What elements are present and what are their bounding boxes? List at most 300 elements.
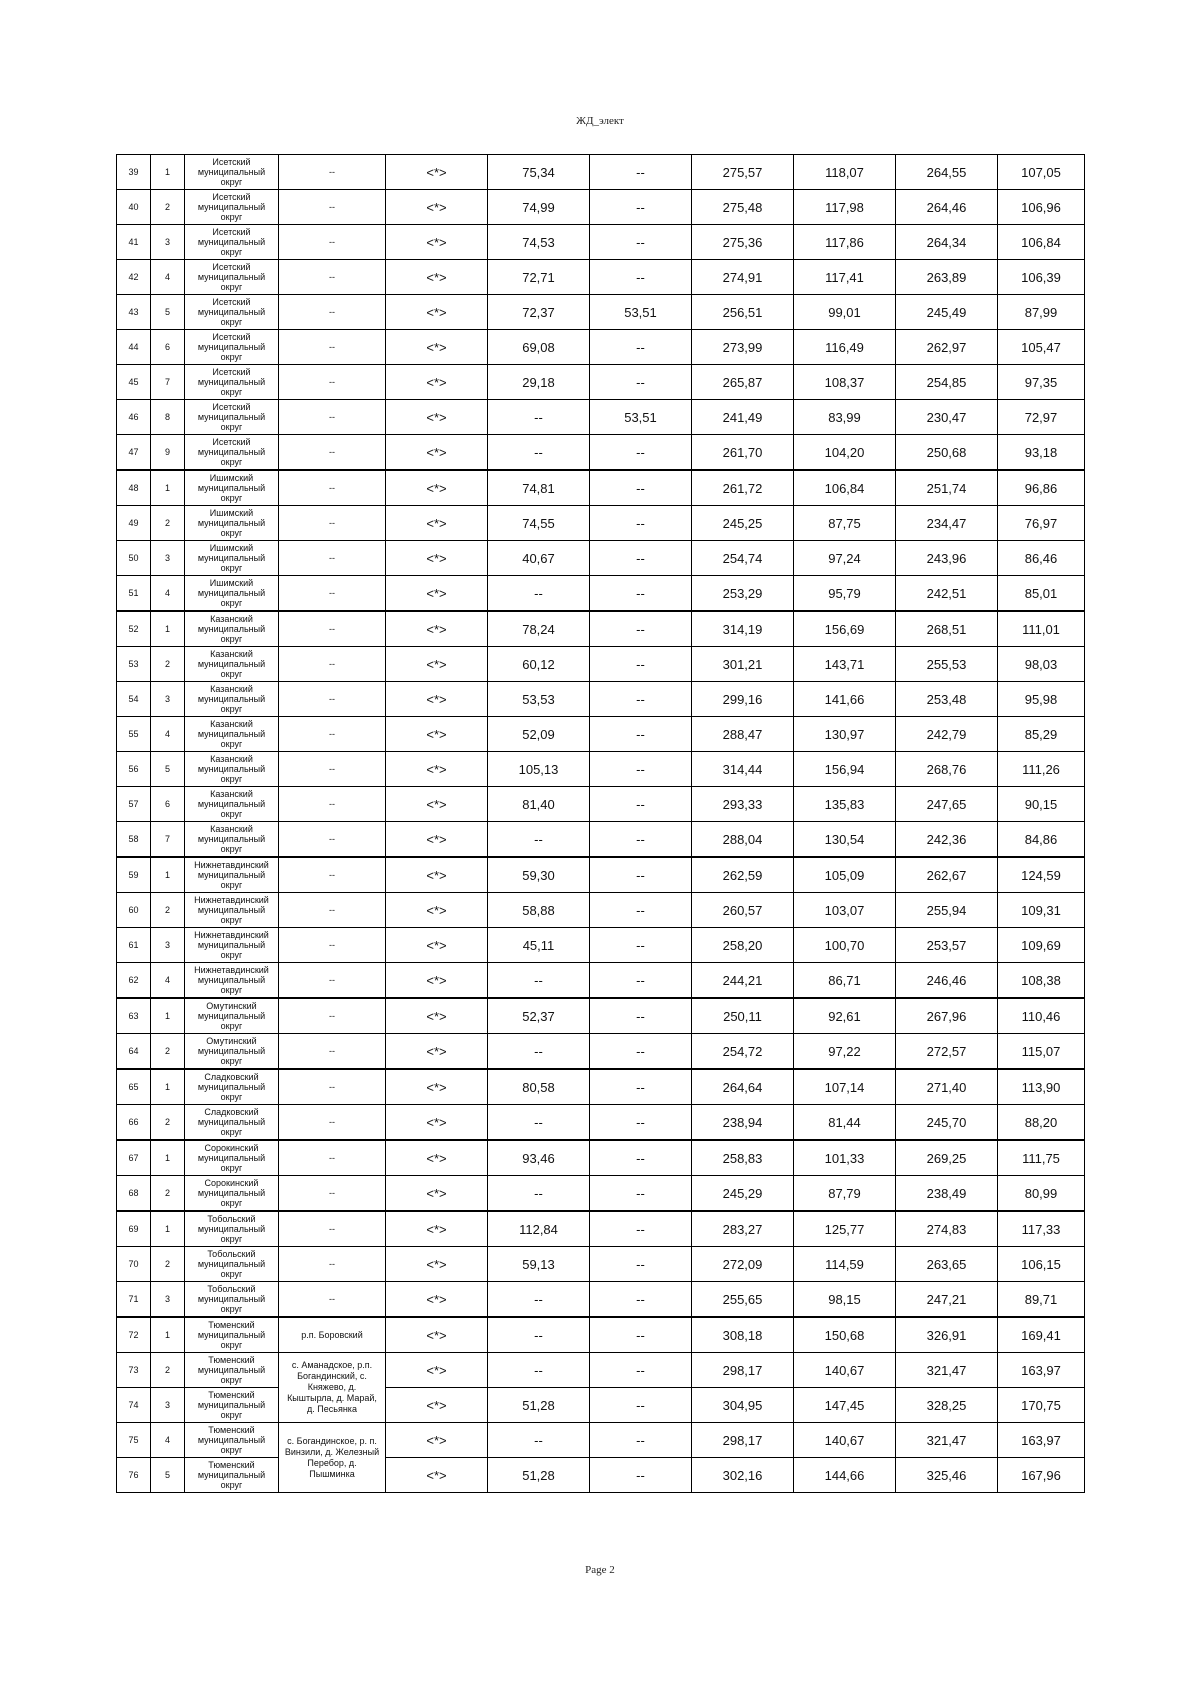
row-index: 41 — [117, 225, 151, 260]
row-number: 2 — [151, 190, 185, 225]
district-cell — [185, 1176, 279, 1212]
value-cell-v1: -- — [488, 1317, 590, 1353]
value-cell-v3: 250,11 — [692, 998, 794, 1034]
value-cell-v3: 314,44 — [692, 752, 794, 787]
note-mark-cell: <*> — [386, 541, 488, 576]
row-number: 3 — [151, 682, 185, 717]
value-cell-v5: 264,55 — [896, 155, 998, 190]
value-cell-v3: 256,51 — [692, 295, 794, 330]
value-cell-v1: 60,12 — [488, 647, 590, 682]
value-cell-v4: 104,20 — [794, 435, 896, 471]
district-line: Тюменский — [208, 1390, 255, 1400]
note-mark-cell: <*> — [386, 998, 488, 1034]
page-footer: Page 2 — [585, 1564, 615, 1576]
note-mark-cell: <*> — [386, 857, 488, 893]
district-cell — [185, 1247, 279, 1282]
value-cell-v3: 264,64 — [692, 1069, 794, 1105]
value-cell-v6: 124,59 — [998, 857, 1085, 893]
district-line: округ — [220, 704, 243, 714]
value-cell-v3: 260,57 — [692, 893, 794, 928]
value-cell-v6: 170,75 — [998, 1388, 1085, 1423]
row-index: 63 — [117, 998, 151, 1034]
row-index: 65 — [117, 1069, 151, 1105]
value-cell-v2: -- — [590, 365, 692, 400]
value-cell-v3: 245,25 — [692, 506, 794, 541]
value-cell-v1: 81,40 — [488, 787, 590, 822]
value-cell-v4: 106,84 — [794, 470, 896, 506]
location-cell: -- — [279, 1069, 386, 1105]
table-row — [117, 225, 1085, 260]
row-index: 73 — [117, 1353, 151, 1388]
district-line: муниципальный — [197, 1224, 266, 1234]
district-line: округ — [220, 1445, 243, 1455]
value-cell-v1: -- — [488, 963, 590, 999]
value-cell-v1: -- — [488, 1353, 590, 1388]
district-cell — [185, 1069, 279, 1105]
value-cell-v5: 254,85 — [896, 365, 998, 400]
value-cell-v4: 130,54 — [794, 822, 896, 858]
page-header: ЖД_элект — [576, 115, 624, 127]
value-cell-v1: -- — [488, 822, 590, 858]
value-cell-v6: 72,97 — [998, 400, 1085, 435]
value-cell-v1: 74,55 — [488, 506, 590, 541]
value-cell-v2: -- — [590, 435, 692, 471]
location-cell: -- — [279, 470, 386, 506]
note-mark-cell: <*> — [386, 190, 488, 225]
value-cell-v1: 78,24 — [488, 611, 590, 647]
value-cell-v4: 97,24 — [794, 541, 896, 576]
district-cell — [185, 893, 279, 928]
table-row — [117, 787, 1085, 822]
district-line: округ — [220, 1021, 243, 1031]
district-line: Исетский — [212, 297, 251, 307]
district-cell — [185, 260, 279, 295]
note-mark-cell: <*> — [386, 576, 488, 612]
value-cell-v3: 254,72 — [692, 1034, 794, 1070]
row-index: 59 — [117, 857, 151, 893]
table-row — [117, 1034, 1085, 1070]
location-cell: -- — [279, 752, 386, 787]
row-number: 1 — [151, 857, 185, 893]
table-row — [117, 893, 1085, 928]
value-cell-v5: 242,51 — [896, 576, 998, 612]
value-cell-v4: 81,44 — [794, 1105, 896, 1141]
value-cell-v1: -- — [488, 1282, 590, 1318]
row-index: 52 — [117, 611, 151, 647]
row-number: 2 — [151, 1034, 185, 1070]
settlement-line: с. Аманадское, р.п. — [291, 1360, 373, 1370]
district-line: муниципальный — [197, 870, 266, 880]
value-cell-v6: 167,96 — [998, 1458, 1085, 1493]
row-number: 2 — [151, 1353, 185, 1388]
value-cell-v3: 301,21 — [692, 647, 794, 682]
note-mark-cell: <*> — [386, 435, 488, 471]
district-line: Казанский — [210, 789, 253, 799]
district-line: Нижнетавдинский — [194, 895, 269, 905]
row-number: 4 — [151, 576, 185, 612]
value-cell-v1: 69,08 — [488, 330, 590, 365]
district-line: округ — [220, 1410, 243, 1420]
district-line: округ — [220, 950, 243, 960]
note-mark-cell: <*> — [386, 1034, 488, 1070]
value-cell-v3: 304,95 — [692, 1388, 794, 1423]
district-line: Тюменский — [208, 1355, 255, 1365]
value-cell-v6: 90,15 — [998, 787, 1085, 822]
district-line: муниципальный — [197, 1400, 266, 1410]
value-cell-v2: -- — [590, 1247, 692, 1282]
value-cell-v4: 140,67 — [794, 1423, 896, 1458]
value-cell-v4: 135,83 — [794, 787, 896, 822]
value-cell-v5: 321,47 — [896, 1423, 998, 1458]
district-line: муниципальный — [197, 1082, 266, 1092]
district-line: Сладковский — [204, 1107, 259, 1117]
table-row — [117, 998, 1085, 1034]
district-line: муниципальный — [197, 1365, 266, 1375]
value-cell-v1: 51,28 — [488, 1458, 590, 1493]
table-row — [117, 1282, 1085, 1318]
row-number: 3 — [151, 541, 185, 576]
district-cell — [185, 787, 279, 822]
district-line: Исетский — [212, 332, 251, 342]
value-cell-v5: 262,97 — [896, 330, 998, 365]
district-line: муниципальный — [197, 518, 266, 528]
row-number: 5 — [151, 752, 185, 787]
district-line: округ — [220, 1340, 243, 1350]
value-cell-v4: 125,77 — [794, 1211, 896, 1247]
value-cell-v2: -- — [590, 155, 692, 190]
value-cell-v4: 107,14 — [794, 1069, 896, 1105]
value-cell-v3: 262,59 — [692, 857, 794, 893]
location-cell: р.п. Боровский — [279, 1317, 386, 1353]
value-cell-v3: 298,17 — [692, 1353, 794, 1388]
value-cell-v5: 268,51 — [896, 611, 998, 647]
district-line: Исетский — [212, 157, 251, 167]
value-cell-v4: 83,99 — [794, 400, 896, 435]
value-cell-v5: 230,47 — [896, 400, 998, 435]
district-cell — [185, 717, 279, 752]
district-line: муниципальный — [197, 1259, 266, 1269]
district-line: Ишимский — [209, 578, 254, 588]
value-cell-v5: 328,25 — [896, 1388, 998, 1423]
value-cell-v2: -- — [590, 1317, 692, 1353]
district-line: муниципальный — [197, 588, 266, 598]
value-cell-v6: 115,07 — [998, 1034, 1085, 1070]
district-line: муниципальный — [197, 1330, 266, 1340]
district-line: Сладковский — [204, 1072, 259, 1082]
district-line: округ — [220, 669, 243, 679]
note-mark-cell: <*> — [386, 1388, 488, 1423]
value-cell-v5: 264,46 — [896, 190, 998, 225]
value-cell-v6: 76,97 — [998, 506, 1085, 541]
value-cell-v6: 163,97 — [998, 1423, 1085, 1458]
district-line: муниципальный — [197, 694, 266, 704]
value-cell-v3: 254,74 — [692, 541, 794, 576]
value-cell-v3: 293,33 — [692, 787, 794, 822]
value-cell-v4: 100,70 — [794, 928, 896, 963]
location-cell: -- — [279, 611, 386, 647]
value-cell-v6: 87,99 — [998, 295, 1085, 330]
district-line: Исетский — [212, 227, 251, 237]
location-cell: -- — [279, 857, 386, 893]
location-cell: -- — [279, 1211, 386, 1247]
value-cell-v3: 288,04 — [692, 822, 794, 858]
district-line: муниципальный — [197, 1153, 266, 1163]
location-cell: -- — [279, 1140, 386, 1176]
district-line: муниципальный — [197, 905, 266, 915]
value-cell-v5: 251,74 — [896, 470, 998, 506]
value-cell-v1: 58,88 — [488, 893, 590, 928]
value-cell-v3: 275,36 — [692, 225, 794, 260]
row-number: 6 — [151, 330, 185, 365]
value-cell-v5: 264,34 — [896, 225, 998, 260]
value-cell-v1: 74,53 — [488, 225, 590, 260]
district-line: округ — [220, 844, 243, 854]
value-cell-v1: 74,99 — [488, 190, 590, 225]
settlement-line: Винзили, д. Железный — [284, 1446, 380, 1457]
table-row — [117, 928, 1085, 963]
district-line: муниципальный — [197, 553, 266, 563]
row-index: 39 — [117, 155, 151, 190]
row-index: 70 — [117, 1247, 151, 1282]
table-row — [117, 752, 1085, 787]
value-cell-v6: 110,46 — [998, 998, 1085, 1034]
location-cell: -- — [279, 717, 386, 752]
value-cell-v2: -- — [590, 1140, 692, 1176]
value-cell-v6: 98,03 — [998, 647, 1085, 682]
value-cell-v6: 84,86 — [998, 822, 1085, 858]
district-cell — [185, 928, 279, 963]
value-cell-v6: 106,39 — [998, 260, 1085, 295]
district-cell — [185, 155, 279, 190]
value-cell-v6: 107,05 — [998, 155, 1085, 190]
value-cell-v6: 109,69 — [998, 928, 1085, 963]
value-cell-v3: 308,18 — [692, 1317, 794, 1353]
value-cell-v4: 87,75 — [794, 506, 896, 541]
value-cell-v4: 150,68 — [794, 1317, 896, 1353]
district-line: округ — [220, 563, 243, 573]
value-cell-v6: 86,46 — [998, 541, 1085, 576]
row-number: 1 — [151, 1069, 185, 1105]
district-line: муниципальный — [197, 659, 266, 669]
value-cell-v2: -- — [590, 928, 692, 963]
district-cell — [185, 506, 279, 541]
value-cell-v1: 52,09 — [488, 717, 590, 752]
table-row — [117, 1105, 1085, 1141]
value-cell-v6: 89,71 — [998, 1282, 1085, 1318]
row-number: 2 — [151, 647, 185, 682]
value-cell-v2: -- — [590, 470, 692, 506]
row-number: 5 — [151, 1458, 185, 1493]
district-line: муниципальный — [197, 1435, 266, 1445]
value-cell-v2: -- — [590, 611, 692, 647]
district-line: муниципальный — [197, 307, 266, 317]
row-number: 1 — [151, 155, 185, 190]
district-line: муниципальный — [197, 483, 266, 493]
value-cell-v1: 40,67 — [488, 541, 590, 576]
value-cell-v4: 87,79 — [794, 1176, 896, 1212]
value-cell-v2: -- — [590, 576, 692, 612]
district-line: округ — [220, 212, 243, 222]
table-row — [117, 1388, 1085, 1423]
district-line: Казанский — [210, 824, 253, 834]
value-cell-v2: 53,51 — [590, 295, 692, 330]
location-cell: -- — [279, 506, 386, 541]
district-line: Тобольский — [207, 1249, 256, 1259]
row-number: 6 — [151, 787, 185, 822]
value-cell-v1: 93,46 — [488, 1140, 590, 1176]
settlement-line: Богандинский, с. — [297, 1371, 367, 1381]
settlement-line: с. Богандинское, р. п. — [287, 1435, 377, 1446]
row-number: 4 — [151, 1423, 185, 1458]
value-cell-v1: 59,30 — [488, 857, 590, 893]
location-cell: -- — [279, 260, 386, 295]
value-cell-v1: -- — [488, 1105, 590, 1141]
note-mark-cell: <*> — [386, 1176, 488, 1212]
value-cell-v2: -- — [590, 1069, 692, 1105]
district-line: муниципальный — [197, 342, 266, 352]
district-cell — [185, 611, 279, 647]
value-cell-v2: -- — [590, 998, 692, 1034]
value-cell-v3: 298,17 — [692, 1423, 794, 1458]
row-index: 62 — [117, 963, 151, 999]
note-mark-cell: <*> — [386, 155, 488, 190]
note-mark-cell: <*> — [386, 1353, 488, 1388]
value-cell-v3: 245,29 — [692, 1176, 794, 1212]
row-index: 50 — [117, 541, 151, 576]
row-index: 67 — [117, 1140, 151, 1176]
table-row — [117, 717, 1085, 752]
note-mark-cell: <*> — [386, 717, 488, 752]
district-line: округ — [220, 915, 243, 925]
value-cell-v3: 258,20 — [692, 928, 794, 963]
value-cell-v1: 59,13 — [488, 1247, 590, 1282]
district-line: округ — [220, 774, 243, 784]
district-line: округ — [220, 528, 243, 538]
location-cell: -- — [279, 190, 386, 225]
note-mark-cell: <*> — [386, 295, 488, 330]
value-cell-v4: 98,15 — [794, 1282, 896, 1318]
row-index: 74 — [117, 1388, 151, 1423]
value-cell-v6: 109,31 — [998, 893, 1085, 928]
row-index: 44 — [117, 330, 151, 365]
row-index: 46 — [117, 400, 151, 435]
value-cell-v2: -- — [590, 787, 692, 822]
location-cell: -- — [279, 682, 386, 717]
table-row — [117, 1353, 1085, 1388]
district-line: муниципальный — [197, 1470, 266, 1480]
location-cell: -- — [279, 576, 386, 612]
value-cell-v5: 245,70 — [896, 1105, 998, 1141]
value-cell-v1: 53,53 — [488, 682, 590, 717]
table-row — [117, 576, 1085, 612]
value-cell-v2: -- — [590, 963, 692, 999]
row-index: 51 — [117, 576, 151, 612]
value-cell-v5: 321,47 — [896, 1353, 998, 1388]
value-cell-v2: -- — [590, 1034, 692, 1070]
table-row — [117, 1069, 1085, 1105]
value-cell-v6: 96,86 — [998, 470, 1085, 506]
location-cell: -- — [279, 998, 386, 1034]
value-cell-v4: 95,79 — [794, 576, 896, 612]
value-cell-v2: -- — [590, 1282, 692, 1318]
row-index: 45 — [117, 365, 151, 400]
location-cell: -- — [279, 225, 386, 260]
value-cell-v3: 261,70 — [692, 435, 794, 471]
value-cell-v4: 99,01 — [794, 295, 896, 330]
note-mark-cell: <*> — [386, 611, 488, 647]
value-cell-v4: 156,69 — [794, 611, 896, 647]
row-index: 49 — [117, 506, 151, 541]
district-line: округ — [220, 985, 243, 995]
district-line: округ — [220, 422, 243, 432]
value-cell-v5: 250,68 — [896, 435, 998, 471]
value-cell-v6: 169,41 — [998, 1317, 1085, 1353]
location-cell: -- — [279, 400, 386, 435]
settlements-cell — [279, 1353, 386, 1423]
district-line: Тобольский — [207, 1284, 256, 1294]
district-cell — [185, 647, 279, 682]
value-cell-v3: 314,19 — [692, 611, 794, 647]
value-cell-v5: 262,67 — [896, 857, 998, 893]
value-cell-v3: 265,87 — [692, 365, 794, 400]
value-cell-v5: 253,57 — [896, 928, 998, 963]
value-cell-v6: 111,75 — [998, 1140, 1085, 1176]
district-cell — [185, 295, 279, 330]
value-cell-v4: 118,07 — [794, 155, 896, 190]
row-index: 47 — [117, 435, 151, 471]
district-line: Казанский — [210, 684, 253, 694]
row-index: 71 — [117, 1282, 151, 1318]
district-line: Исетский — [212, 367, 251, 377]
district-line: муниципальный — [197, 377, 266, 387]
value-cell-v1: 112,84 — [488, 1211, 590, 1247]
value-cell-v6: 93,18 — [998, 435, 1085, 471]
value-cell-v2: -- — [590, 225, 692, 260]
district-line: округ — [220, 352, 243, 362]
value-cell-v3: 283,27 — [692, 1211, 794, 1247]
district-line: Казанский — [210, 754, 253, 764]
district-line: округ — [220, 493, 243, 503]
district-line: Казанский — [210, 614, 253, 624]
district-line: муниципальный — [197, 940, 266, 950]
value-cell-v5: 272,57 — [896, 1034, 998, 1070]
table-row — [117, 1140, 1085, 1176]
location-cell: -- — [279, 155, 386, 190]
row-number: 8 — [151, 400, 185, 435]
district-line: округ — [220, 634, 243, 644]
value-cell-v2: -- — [590, 822, 692, 858]
district-line: Ишимский — [209, 543, 254, 553]
row-number: 9 — [151, 435, 185, 471]
value-cell-v1: 29,18 — [488, 365, 590, 400]
district-cell — [185, 857, 279, 893]
value-cell-v5: 253,48 — [896, 682, 998, 717]
note-mark-cell: <*> — [386, 1423, 488, 1458]
value-cell-v4: 130,97 — [794, 717, 896, 752]
district-line: Исетский — [212, 402, 251, 412]
district-line: муниципальный — [197, 624, 266, 634]
row-number: 5 — [151, 295, 185, 330]
district-line: округ — [220, 1127, 243, 1137]
district-line: округ — [220, 1198, 243, 1208]
value-cell-v6: 113,90 — [998, 1069, 1085, 1105]
district-cell — [185, 822, 279, 858]
value-cell-v3: 275,57 — [692, 155, 794, 190]
row-index: 64 — [117, 1034, 151, 1070]
value-cell-v3: 299,16 — [692, 682, 794, 717]
location-cell: -- — [279, 1176, 386, 1212]
settlement-line: д. Песьянка — [307, 1404, 357, 1414]
